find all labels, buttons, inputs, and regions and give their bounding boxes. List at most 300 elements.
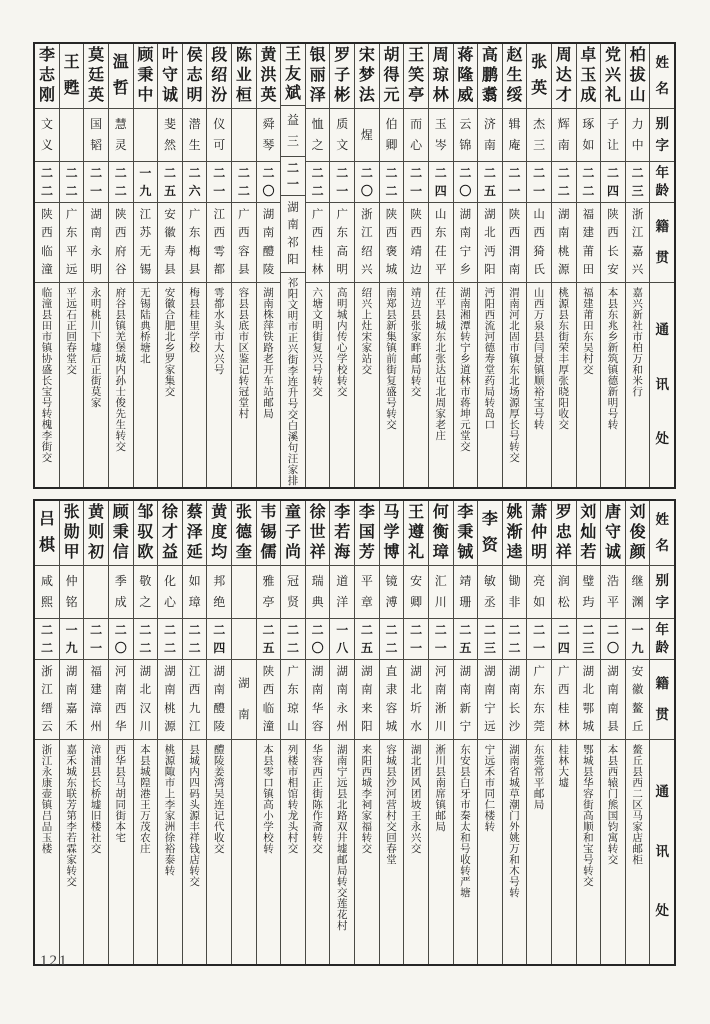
header-address: 通 讯 处 xyxy=(650,739,674,964)
address-cell: 西 华 县 马 胡 同 街 本 宅 xyxy=(109,739,133,964)
age-cell: 二 一 xyxy=(404,161,428,202)
native-place-cell: 湖 南 南 县 xyxy=(601,659,625,739)
name-cell: 侯 志 明 xyxy=(186,47,203,104)
age-cell: 二 二 xyxy=(109,161,133,202)
entry-column xyxy=(109,44,134,487)
name-cell: 银 丽 泽 xyxy=(309,47,326,104)
entry-column xyxy=(232,501,257,964)
name-cell: 蒋 隆 威 xyxy=(457,47,474,104)
age-cell: 二 二 xyxy=(183,618,207,659)
address-cell: 本 县 城 隍 港 王 万 茂 农 庄 xyxy=(134,739,158,964)
native-place-cell: 湖 南 华 容 xyxy=(306,659,330,739)
name-cell: 顾 秉 信 xyxy=(112,504,129,561)
age-cell: 二 二 xyxy=(552,161,576,202)
name-cell: 高 鹏 翥 xyxy=(481,47,498,104)
courtesy-name-cell: 敬 之 xyxy=(134,565,158,618)
address-cell: 桂 林 大 墟 xyxy=(552,739,576,964)
address-cell: 无 锡 陆 典 桥 塘 北 xyxy=(134,282,158,487)
address-cell: 桃 源 县 东 街 荣 丰 厚 张 晓 阳 收 交 xyxy=(552,282,576,487)
name-cell: 柏 拔 山 xyxy=(629,47,646,104)
courtesy-name-cell: 琢 如 xyxy=(577,108,601,161)
courtesy-name-cell: 雅 亭 xyxy=(257,565,281,618)
age-cell: 二 四 xyxy=(207,618,231,659)
courtesy-name-cell: 济 南 xyxy=(478,108,502,161)
native-place-cell: 湖 南 xyxy=(232,659,256,739)
name-cell: 唐 守 诚 xyxy=(604,504,621,561)
age-cell: 二 〇 xyxy=(355,161,379,202)
address-cell: 县 城 内 四 码 头 源 丰 祥 钱 店 转 交 xyxy=(183,739,207,964)
courtesy-name-cell: 润 松 xyxy=(552,565,576,618)
address-cell: 祁 阳 文 明 市 正 兴 街 李 连 升 号 交 白 溪 句 汪 家 排 xyxy=(281,272,305,487)
native-place-cell: 江 苏 无 锡 xyxy=(134,202,158,282)
courtesy-name-cell: 继 渊 xyxy=(626,565,650,618)
native-place-cell: 浙 江 缙 云 xyxy=(35,659,59,739)
name-cell: 顾 秉 中 xyxy=(137,47,154,104)
courtesy-name-cell: 镜 溥 xyxy=(380,565,404,618)
entry-column xyxy=(355,501,380,964)
age-cell: 二 四 xyxy=(429,161,453,202)
address-cell: 东 安 县 白 牙 市 秦 太 和 号 收 转 严 塘 xyxy=(454,739,478,964)
header-column xyxy=(650,44,674,487)
address-cell: 湖 南 宁 远 县 北 路 双 井 墟 邮 局 转 交 莲 花 村 xyxy=(330,739,354,964)
native-place-cell: 山 西 猗 氏 xyxy=(527,202,551,282)
native-place-cell: 湖 北 汉 川 xyxy=(134,659,158,739)
entry-column xyxy=(257,44,282,487)
courtesy-name-cell: 咸 熙 xyxy=(35,565,59,618)
entry-column xyxy=(478,44,503,487)
age-cell: 二 六 xyxy=(183,161,207,202)
courtesy-name-cell: 子 让 xyxy=(601,108,625,161)
address-cell: 来 阳 西 城 李 祠 家 福 转 交 xyxy=(355,739,379,964)
age-cell: 二 五 xyxy=(478,161,502,202)
native-place-cell: 湖 南 来 阳 xyxy=(355,659,379,739)
name-cell: 徐 世 祥 xyxy=(309,504,326,561)
entry-column xyxy=(577,501,602,964)
courtesy-name-cell: 璧 玙 xyxy=(577,565,601,618)
courtesy-name-cell: 亮 如 xyxy=(527,565,551,618)
address-cell: 茌 平 县 城 东 北 张 达 屯 北 周 家 老 庄 xyxy=(429,282,453,487)
name-cell: 徐 才 益 xyxy=(162,504,179,561)
age-cell: 二 二 xyxy=(503,618,527,659)
header-name: 姓 名 xyxy=(655,512,669,554)
age-cell: 二 二 xyxy=(232,161,256,202)
native-place-cell: 湖 南 桃 源 xyxy=(552,202,576,282)
name-cell: 宋 梦 法 xyxy=(358,47,375,104)
name-cell: 李 若 海 xyxy=(334,504,351,561)
age-cell: 二 五 xyxy=(454,618,478,659)
address-cell: 高 明 城 内 传 心 学 校 转 交 xyxy=(330,282,354,487)
address-cell: 宁 远 禾 市 同 仁 楼 转 xyxy=(478,739,502,964)
address-cell: 湖 北 团 风 团 坡 王 永 兴 交 xyxy=(404,739,428,964)
native-place-cell: 湖 南 永 州 xyxy=(330,659,354,739)
native-place-cell: 湖 北 鄂 城 xyxy=(577,659,601,739)
age-cell: 二 二 xyxy=(35,618,59,659)
entry-column xyxy=(84,44,109,487)
name-cell: 蔡 泽 延 xyxy=(186,504,203,561)
courtesy-name-cell: 斐 然 xyxy=(158,108,182,161)
entry-column xyxy=(454,501,479,964)
entry-column xyxy=(552,501,577,964)
native-place-cell: 湖 北 沔 阳 xyxy=(478,202,502,282)
age-cell: 二 二 xyxy=(35,161,59,202)
age-cell: 二 〇 xyxy=(454,161,478,202)
name-cell: 李 秉 铖 xyxy=(457,504,474,561)
courtesy-name-cell: 化 心 xyxy=(158,565,182,618)
age-cell: 二 〇 xyxy=(257,161,281,202)
courtesy-name-cell: 道 洋 xyxy=(330,565,354,618)
age-cell: 二 二 xyxy=(281,618,305,659)
name-cell: 王 遵 礼 xyxy=(408,504,425,561)
entry-column xyxy=(626,501,651,964)
courtesy-name-cell: 靖 珊 xyxy=(454,565,478,618)
courtesy-name-cell: 力 中 xyxy=(626,108,650,161)
age-cell: 二 一 xyxy=(84,618,108,659)
age-cell: 二 一 xyxy=(330,161,354,202)
age-cell: 二 二 xyxy=(380,618,404,659)
native-place-cell: 河 南 淅 川 xyxy=(429,659,453,739)
native-place-cell: 湖 南 醴 陵 xyxy=(257,202,281,282)
entry-column xyxy=(207,501,232,964)
entry-column xyxy=(454,44,479,487)
native-place-cell: 湖 南 新 宁 xyxy=(454,659,478,739)
age-cell: 二 一 xyxy=(429,618,453,659)
name-cell: 黄 则 初 xyxy=(88,504,105,561)
name-cell: 罗 子 彬 xyxy=(334,47,351,104)
age-cell: 二 五 xyxy=(257,618,281,659)
name-cell: 卓 玉 成 xyxy=(580,47,597,104)
age-cell: 二 〇 xyxy=(306,618,330,659)
entry-column xyxy=(60,44,85,487)
courtesy-name-cell: 锄 非 xyxy=(503,565,527,618)
name-cell: 邹 驭 欧 xyxy=(137,504,154,561)
courtesy-name-cell: 敏 丞 xyxy=(478,565,502,618)
name-cell: 张 英 xyxy=(531,53,548,98)
age-cell: 二 三 xyxy=(577,618,601,659)
entry-column xyxy=(503,501,528,964)
native-place-cell: 湖 南 宁 远 xyxy=(478,659,502,739)
courtesy-name-cell: 仲 铭 xyxy=(60,565,84,618)
entry-column xyxy=(552,44,577,487)
address-cell: 桃 源 陬 市 上 李 家 洲 徐 裕 泰 转 xyxy=(158,739,182,964)
age-cell: 二 二 xyxy=(134,618,158,659)
age-cell: 二 一 xyxy=(84,161,108,202)
name-cell: 党 兴 礼 xyxy=(604,47,621,104)
address-cell: 南 郑 县 新 集 镇 前 街 复 盛 号 转 交 xyxy=(380,282,404,487)
name-cell: 李 资 xyxy=(481,510,498,555)
courtesy-name-cell: 玉 岑 xyxy=(429,108,453,161)
entry-column xyxy=(601,44,626,487)
entry-column xyxy=(527,501,552,964)
address-cell: 梅 县 桂 里 学 校 xyxy=(183,282,207,487)
courtesy-name-cell: 冠 贤 xyxy=(281,565,305,618)
header-native-place: 籍 贯 xyxy=(650,202,674,282)
native-place-cell: 直 隶 容 城 xyxy=(380,659,404,739)
age-cell: 一 九 xyxy=(626,618,650,659)
address-cell: 嘉 兴 新 社 市 柏 万 和 米 行 xyxy=(626,282,650,487)
native-place-cell: 陕 西 褒 城 xyxy=(380,202,404,282)
name-cell: 李 国 芳 xyxy=(358,504,375,561)
native-place-cell: 湖 南 长 沙 xyxy=(503,659,527,739)
courtesy-name-cell: 如 璋 xyxy=(183,565,207,618)
courtesy-name-cell: 舜 琴 xyxy=(257,108,281,161)
address-cell: 平 远 石 正 回 春 堂 交 xyxy=(60,282,84,487)
address-cell: 容 城 县 沙 河 营 村 交 回 春 堂 xyxy=(380,739,404,964)
native-place-cell: 河 南 西 华 xyxy=(109,659,133,739)
courtesy-name-cell: 浩 平 xyxy=(601,565,625,618)
address-cell: 淅 川 县 南 席 镇 邮 局 xyxy=(429,739,453,964)
name-cell: 段 绍 汾 xyxy=(211,47,228,104)
age-cell: 二 四 xyxy=(601,161,625,202)
name-cell: 温 哲 xyxy=(112,53,129,98)
name-cell: 王 友 斌 xyxy=(285,46,302,102)
header-native-place: 籍 贯 xyxy=(650,659,674,739)
entry-column xyxy=(380,501,405,964)
age-cell: 二 〇 xyxy=(109,618,133,659)
name-cell: 吕 棋 xyxy=(38,510,55,555)
native-place-cell: 广 东 平 远 xyxy=(60,202,84,282)
native-place-cell: 湖 南 桃 源 xyxy=(158,659,182,739)
age-cell: 二 一 xyxy=(527,618,551,659)
entry-column xyxy=(134,501,159,964)
name-cell: 周 琼 林 xyxy=(432,47,449,104)
age-cell: 二 二 xyxy=(60,161,84,202)
native-place-cell: 福 建 漳 州 xyxy=(84,659,108,739)
address-cell: 容 县 县 底 市 区 鉴 记 转 冠 堂 村 xyxy=(232,282,256,487)
address-cell: 本 县 东 兆 乡 新 筑 镇 德 新 明 号 转 xyxy=(601,282,625,487)
entry-column xyxy=(503,44,528,487)
entry-column xyxy=(60,501,85,964)
age-cell: 二 一 xyxy=(404,618,428,659)
courtesy-name-cell: 慧 灵 xyxy=(109,108,133,161)
entry-column xyxy=(207,44,232,487)
address-cell: 临 潼 县 田 市 镇 协 盛 长 宝 号 转 槐 李 街 交 xyxy=(35,282,59,487)
name-cell: 马 学 博 xyxy=(383,504,400,561)
native-place-cell: 广 东 高 明 xyxy=(330,202,354,282)
native-place-cell: 广 西 桂 林 xyxy=(306,202,330,282)
address-cell: 嘉 禾 城 东 联 芳 第 李 若 霖 家 转 交 xyxy=(60,739,84,964)
age-cell: 一 九 xyxy=(134,161,158,202)
entry-column xyxy=(183,501,208,964)
entry-column xyxy=(429,44,454,487)
header-column xyxy=(650,501,674,964)
native-place-cell: 安 徽 寿 县 xyxy=(158,202,182,282)
name-cell: 赵 生 绥 xyxy=(506,47,523,104)
entry-column xyxy=(35,44,60,487)
directory-table-bottom xyxy=(33,499,676,966)
courtesy-name-cell: 辉 南 xyxy=(552,108,576,161)
age-cell: 二 二 xyxy=(306,161,330,202)
address-cell: 府 谷 县 镇 羌 堡 城 内 孙 士 俊 先 生 转 交 xyxy=(109,282,133,487)
native-place-cell: 陕 西 渭 南 xyxy=(503,202,527,282)
courtesy-name-cell: 而 心 xyxy=(404,108,428,161)
header-address: 通 讯 处 xyxy=(650,282,674,487)
address-cell: 六 塘 文 明 街 复 兴 号 转 交 xyxy=(306,282,330,487)
address-cell: 绍 兴 上 灶 宋 家 站 交 xyxy=(355,282,379,487)
courtesy-name-cell: 辑 庵 xyxy=(503,108,527,161)
native-place-cell: 陕 西 临 潼 xyxy=(257,659,281,739)
address-cell: 华 容 西 正 街 陈 作 斋 转 交 xyxy=(306,739,330,964)
native-place-cell: 陕 西 府 谷 xyxy=(109,202,133,282)
address-cell: 本 县 西 辕 门 熊 国 钧 寓 转 交 xyxy=(601,739,625,964)
native-place-cell: 江 西 九 江 xyxy=(183,659,207,739)
name-cell: 王 甦 xyxy=(63,53,80,98)
native-place-cell: 广 西 桂 林 xyxy=(552,659,576,739)
native-place-cell: 浙 江 嘉 兴 xyxy=(626,202,650,282)
courtesy-name-cell: 质 文 xyxy=(330,108,354,161)
address-cell: 鳌 丘 县 西 二 区 马 家 店 邮 柜 xyxy=(626,739,650,964)
entry-column xyxy=(306,44,331,487)
entry-column xyxy=(330,501,355,964)
courtesy-name-cell xyxy=(232,565,256,618)
name-cell: 陈 业 桓 xyxy=(235,47,252,104)
name-cell: 莫 廷 英 xyxy=(88,47,105,104)
address-cell: 湖 南 省 城 草 潮 门 外 姚 万 和 木 号 转 xyxy=(503,739,527,964)
age-cell: 二 三 xyxy=(626,161,650,202)
courtesy-name-cell: 平 章 xyxy=(355,565,379,618)
native-place-cell: 湖 南 醴 陵 xyxy=(207,659,231,739)
native-place-cell: 湖 南 永 明 xyxy=(84,202,108,282)
name-cell: 刘 俊 颜 xyxy=(629,504,646,561)
name-cell: 韦 锡 儒 xyxy=(260,504,277,561)
name-cell: 何 衡 璋 xyxy=(432,504,449,561)
native-place-cell: 广 东 东 莞 xyxy=(527,659,551,739)
age-cell: 二 一 xyxy=(281,156,305,195)
address-cell: 沔 阳 西 流 河 德 寿 堂 药 局 转 岛 口 xyxy=(478,282,502,487)
age-cell: 二 二 xyxy=(158,618,182,659)
address-cell: 醴 陵 姜 湾 吴 连 记 代 收 交 xyxy=(207,739,231,964)
name-cell: 李 志 刚 xyxy=(38,47,55,104)
native-place-cell: 浙 江 绍 兴 xyxy=(355,202,379,282)
courtesy-name-cell: 汇 川 xyxy=(429,565,453,618)
entry-column xyxy=(232,44,257,487)
header-age: 年 龄 xyxy=(650,161,674,202)
age-cell: 二 一 xyxy=(207,161,231,202)
address-cell xyxy=(232,739,256,964)
header-courtesy-name: 别 字 xyxy=(650,565,674,618)
courtesy-name-cell: 潜 生 xyxy=(183,108,207,161)
name-cell: 童 子 尚 xyxy=(285,504,302,561)
name-cell: 张 勋 甲 xyxy=(63,504,80,561)
name-cell: 王 笑 亭 xyxy=(408,47,425,104)
entry-column xyxy=(626,44,651,487)
courtesy-name-cell: 云 锦 xyxy=(454,108,478,161)
courtesy-name-cell xyxy=(232,108,256,161)
entry-column xyxy=(35,501,60,964)
name-cell: 胡 得 元 xyxy=(383,47,400,104)
name-cell: 叶 守 诚 xyxy=(162,47,179,104)
age-cell: 二 一 xyxy=(503,161,527,202)
courtesy-name-cell xyxy=(60,108,84,161)
age-cell: 二 五 xyxy=(158,161,182,202)
courtesy-name-cell: 季 成 xyxy=(109,565,133,618)
entry-column xyxy=(306,501,331,964)
courtesy-name-cell: 安 卿 xyxy=(404,565,428,618)
native-place-cell: 江 西 雩 都 xyxy=(207,202,231,282)
address-cell: 鄂 城 县 华 容 街 高 顺 和 宝 号 转 交 xyxy=(577,739,601,964)
entry-column xyxy=(404,44,429,487)
age-cell: 二 三 xyxy=(478,618,502,659)
native-place-cell: 山 东 茌 平 xyxy=(429,202,453,282)
native-place-cell: 湖 南 祁 阳 xyxy=(281,195,305,272)
entry-column xyxy=(158,501,183,964)
age-cell: 二 二 xyxy=(577,161,601,202)
name-cell: 刘 灿 若 xyxy=(580,504,597,561)
address-cell: 山 西 万 泉 县 闫 景 镇 顺 裕 宝 号 转 xyxy=(527,282,551,487)
native-place-cell: 广 东 梅 县 xyxy=(183,202,207,282)
entry-column xyxy=(158,44,183,487)
native-place-cell: 陕 西 靖 边 xyxy=(404,202,428,282)
entry-column xyxy=(404,501,429,964)
address-cell: 浙 江 永 康 壶 镇 吕 品 玉 楼 xyxy=(35,739,59,964)
native-place-cell: 安 徽 鳌 丘 xyxy=(626,659,650,739)
address-cell: 漳 浦 县 长 桥 墟 旧 楼 社 交 xyxy=(84,739,108,964)
entry-column xyxy=(355,44,380,487)
address-cell: 福 建 莆 田 东 吴 村 交 xyxy=(577,282,601,487)
courtesy-name-cell: 仪 可 xyxy=(207,108,231,161)
native-place-cell: 陕 西 长 安 xyxy=(601,202,625,282)
courtesy-name-cell xyxy=(134,108,158,161)
courtesy-name-cell: 邦 绝 xyxy=(207,565,231,618)
header-name: 姓 名 xyxy=(655,55,669,97)
name-cell: 萧 仲 明 xyxy=(531,504,548,561)
age-cell: 二 五 xyxy=(355,618,379,659)
native-place-cell: 广 东 琼 山 xyxy=(281,659,305,739)
courtesy-name-cell xyxy=(84,565,108,618)
native-place-cell: 陕 西 临 潼 xyxy=(35,202,59,282)
courtesy-name-cell: 伯 卿 xyxy=(380,108,404,161)
courtesy-name-cell: 煋 xyxy=(355,108,379,161)
entry-column xyxy=(183,44,208,487)
entry-column xyxy=(478,501,503,964)
header-age: 年 龄 xyxy=(650,618,674,659)
entry-column xyxy=(527,44,552,487)
native-place-cell: 福 建 莆 田 xyxy=(577,202,601,282)
address-cell: 渭 南 河 北 固 市 镇 东 北 场 源 厚 长 号 转 交 xyxy=(503,282,527,487)
address-cell: 列 楼 市 相 馆 转 龙 头 村 交 xyxy=(281,739,305,964)
entry-column xyxy=(330,44,355,487)
directory-table-top xyxy=(33,42,676,489)
entry-column xyxy=(84,501,109,964)
native-place-cell: 广 西 容 县 xyxy=(232,202,256,282)
entry-column xyxy=(257,501,282,964)
address-cell: 东 莞 常 平 邮 局 xyxy=(527,739,551,964)
age-cell: 二 〇 xyxy=(601,618,625,659)
address-cell: 本 县 零 口 镇 高 小 学 校 转 xyxy=(257,739,281,964)
entry-column xyxy=(134,44,159,487)
courtesy-name-cell: 瑞 典 xyxy=(306,565,330,618)
name-cell: 黄 洪 英 xyxy=(260,47,277,104)
entry-column xyxy=(601,501,626,964)
header-courtesy-name: 别 字 xyxy=(650,108,674,161)
age-cell xyxy=(232,618,256,659)
native-place-cell: 湖 南 宁 乡 xyxy=(454,202,478,282)
courtesy-name-cell: 杰 三 xyxy=(527,108,551,161)
native-place-cell: 湖 南 嘉 禾 xyxy=(60,659,84,739)
courtesy-name-cell: 国 韬 xyxy=(84,108,108,161)
name-cell: 周 达 才 xyxy=(555,47,572,104)
age-cell: 一 八 xyxy=(330,618,354,659)
courtesy-name-cell: 恤 之 xyxy=(306,108,330,161)
name-cell: 张 德 奎 xyxy=(235,504,252,561)
entry-column xyxy=(429,501,454,964)
name-cell: 罗 忠 祥 xyxy=(555,504,572,561)
address-cell: 靖 边 县 张 家 畔 邮 局 转 交 xyxy=(404,282,428,487)
entry-column xyxy=(109,501,134,964)
entry-column xyxy=(281,501,306,964)
native-place-cell: 湖 北 圻 水 xyxy=(404,659,428,739)
name-cell: 黄 度 均 xyxy=(211,504,228,561)
address-cell: 湖 南 湘 潭 转 宁 乡 道 林 市 蒋 坤 元 堂 交 xyxy=(454,282,478,487)
